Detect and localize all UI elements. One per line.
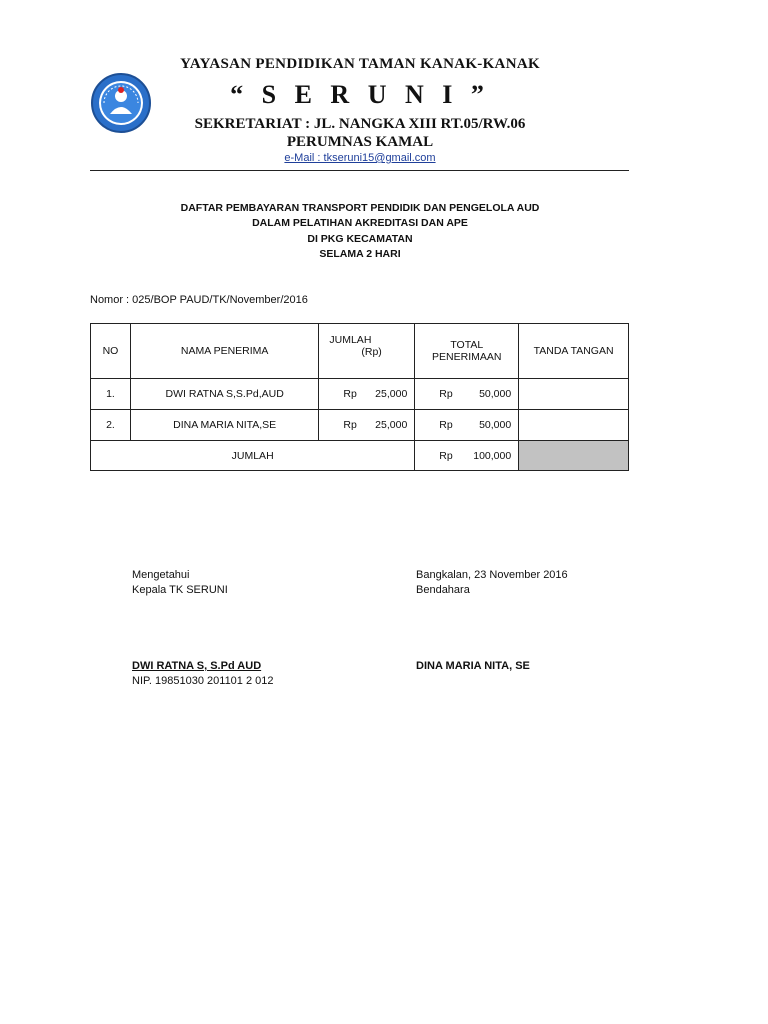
row-no: 1. — [91, 379, 131, 410]
header-tanda-tangan: TANDA TANGAN — [519, 324, 629, 379]
document-title-line1: DAFTAR PEMBAYARAN TRANSPORT PENDIDIK DAN PENGELOLA AUD — [180, 202, 540, 214]
sig-left-nip: NIP. 19851030 201101 2 012 — [132, 675, 274, 687]
table-header-row — [91, 324, 629, 379]
row-nama: DWI RATNA S,S.Pd,AUD — [130, 379, 318, 410]
total-currency: Rp — [439, 449, 453, 462]
school-area: PERUMNAS KAMAL — [286, 134, 434, 150]
row-total-amount: 50,000 — [479, 419, 512, 431]
document-title-line2: DALAM PELATIHAN AKREDITASI DAN APE — [252, 217, 468, 229]
letterhead-divider — [90, 170, 629, 171]
row-total-currency: Rp — [439, 419, 453, 431]
row-jumlah — [319, 379, 415, 410]
table-total-row — [91, 441, 629, 471]
total-amount-cell — [415, 441, 519, 471]
sig-left-name: DWI RATNA S, S.Pd AUD — [132, 660, 262, 672]
sig-left-line1: Mengetahui — [132, 569, 190, 581]
row-no: 2. — [91, 410, 131, 441]
total-shaded-cell — [519, 441, 629, 471]
header-jumlah — [319, 324, 415, 379]
school-address: SEKRETARIAT : JL. NANGKA XIII RT.05/RW.06 — [194, 116, 526, 132]
payment-table — [90, 323, 629, 471]
row-signature-cell[interactable] — [519, 410, 629, 441]
foundation-name: YAYASAN PENDIDIKAN TAMAN KANAK-KANAK — [180, 56, 540, 72]
header-nama-penerima: NAMA PENERIMA — [130, 324, 318, 379]
row-jumlah-currency: Rp — [343, 388, 357, 400]
header-jumlah-unit: (Rp) — [361, 346, 382, 358]
signature-right — [416, 568, 568, 598]
header-total-label: TOTAL — [450, 339, 484, 351]
document-title-line4: SELAMA 2 HARI — [319, 248, 401, 260]
document-title-line3: DI PKG KECAMATAN — [307, 233, 413, 245]
header-total — [415, 324, 519, 379]
school-logo — [90, 72, 152, 134]
signature-left — [132, 568, 228, 598]
header-total-sublabel: PENERIMAAN — [432, 351, 502, 363]
row-jumlah-currency: Rp — [343, 419, 357, 431]
row-total-currency: Rp — [439, 388, 453, 400]
school-name: “ S E R U N I ” — [230, 80, 490, 109]
email-link[interactable]: e-Mail : tkseruni15@gmail.com — [284, 152, 436, 164]
total-label: JUMLAH — [91, 441, 415, 471]
row-jumlah-amount: 25,000 — [375, 419, 408, 431]
sig-right-date: Bangkalan, 23 November 2016 — [416, 569, 568, 581]
table-row — [91, 410, 629, 441]
row-total — [415, 379, 519, 410]
sig-left-line2: Kepala TK SERUNI — [132, 584, 228, 596]
sig-right-name: DINA MARIA NITA, SE — [416, 660, 530, 672]
row-jumlah — [319, 410, 415, 441]
sig-right-role: Bendahara — [416, 584, 470, 596]
row-total-amount: 50,000 — [479, 388, 512, 400]
document-number: Nomor : 025/BOP PAUD/TK/November/2016 — [90, 294, 308, 306]
row-nama: DINA MARIA NITA,SE — [130, 410, 318, 441]
header-jumlah-label: JUMLAH — [329, 334, 372, 346]
row-total — [415, 410, 519, 441]
header-no: NO — [91, 324, 131, 379]
row-signature-cell[interactable] — [519, 379, 629, 410]
signature-left-name-block — [132, 659, 274, 689]
row-jumlah-amount: 25,000 — [375, 388, 408, 400]
table-row — [91, 379, 629, 410]
total-amount: 100,000 — [473, 449, 512, 462]
